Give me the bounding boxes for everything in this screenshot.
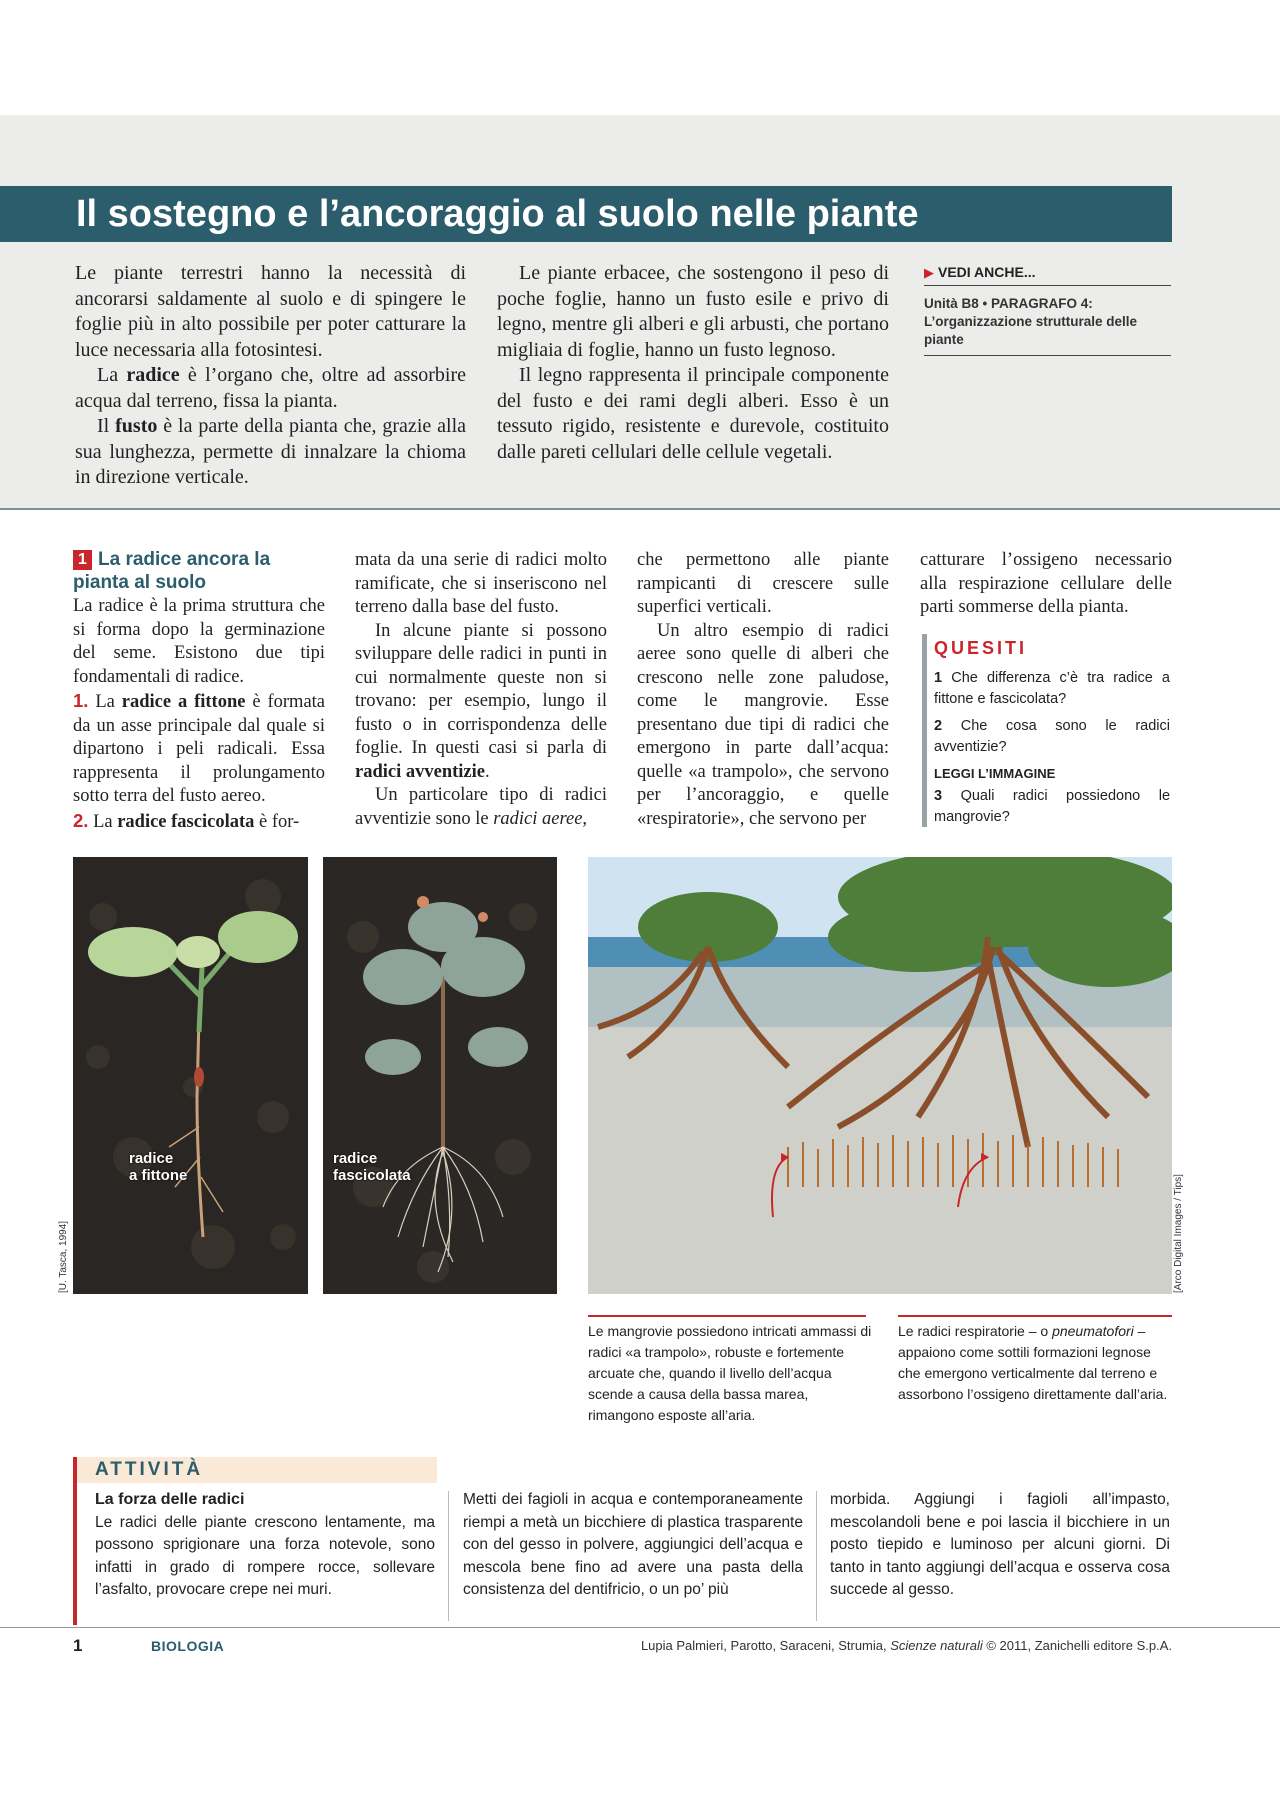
section-number-badge: 1: [73, 550, 92, 570]
body-paragraph: che permettono alle piante rampicanti di crescere sulle superfici verticali.: [637, 550, 889, 617]
question-text: Che differenza c’è tra radice a fittone e fascicolata?: [934, 670, 1170, 707]
body-paragraph: mata da una serie di radici molto ramificate, che si inseriscono nel terreno dalla base del fusto.: [355, 550, 607, 617]
text: .: [484, 761, 490, 782]
activity-column-2: Metti dei fagioli in acqua e contemporaneamente riempi a metà un bicchiere di plastica trasparente con del gesso in polvere, aggiungici dell’acqua e mescola bene fino ad avere una pasta della consistenza del dentifricio, o un po’ più: [463, 1491, 803, 1598]
see-also-topic: L’organizzazione strutturale delle piante: [924, 314, 1138, 347]
text: Il: [97, 415, 116, 437]
footer-section: BIOLOGIA: [151, 1638, 225, 1654]
body-column-1: [73, 595, 325, 834]
text: Le radici respiratorie – o: [898, 1323, 1053, 1339]
term-radice: radice: [126, 364, 180, 386]
intro-paragraph-fusto: [75, 414, 466, 491]
caption-pneumatofori: [898, 1321, 1172, 1405]
term-fusto: fusto: [115, 415, 158, 437]
label-line: fascicolata: [333, 1167, 411, 1184]
body-paragraph: catturare l’ossigeno necessario alla respirazione cellulare delle parti sommerse della pianta.: [920, 550, 1172, 617]
label-line: a fittone: [129, 1167, 188, 1184]
see-also-unit: Unità B8 • PARAGRAFO 4:: [924, 296, 1093, 311]
intro-paragraph: Il legno rappresenta il principale componente del fusto e dei rami degli alberi. Esso è un tessuto rigido, resistente e durevole, costituito dalle pareti cellulari delle cellule vegetali.: [497, 364, 889, 463]
question-number: 3: [934, 788, 943, 804]
triangle-right-icon: ▶: [924, 265, 934, 280]
label-radice-fascicolata: [333, 1150, 411, 1184]
text: La: [97, 364, 127, 386]
activity-subtitle: La forza delle radici: [95, 1491, 245, 1508]
footer-credit: [600, 1638, 1172, 1653]
body-paragraph: [355, 784, 607, 831]
term-radice-a-fittone: radice a fittone: [121, 692, 246, 712]
text: La: [95, 692, 122, 712]
caption-rule: [588, 1315, 866, 1317]
text: Lupia Palmieri, Parotto, Saraceni, Strumia,: [640, 1638, 891, 1653]
question-1: [934, 668, 1170, 709]
photo-credit: [U. Tasca, 1994]: [58, 1220, 69, 1293]
section-title: La radice ancora la pianta al suolo: [73, 549, 271, 593]
intro-paragraph-radice: [75, 363, 466, 414]
section-heading: [73, 548, 328, 594]
intro-column-2: [497, 261, 889, 465]
book-title: Scienze naturali: [890, 1638, 983, 1653]
body-paragraph: Un altro esempio di radici aeree sono quelle di alberi che crescono nelle zone paludose, come le mangrovie. Esse presentano due tipi di radici che emergono in parte dall’acqua: quelle «a trampolo», che servono per l’ancoraggio, e quelle «respiratorie», che servono per: [637, 620, 889, 829]
body-paragraph: La radice è la prima struttura che si forma dopo la germinazione del seme. Esistono due tipi fondamentali di radice.: [73, 596, 325, 687]
question-3: [934, 786, 1170, 827]
list-item-fittone: [73, 689, 325, 809]
activity-column-3: morbida. Aggiungi i fagioli all’impasto, mescolandoli bene e poi lascia il bicchiere in un posto tiepido e luminoso per alcuni giorni. Di tanto in tanto aggiungi dell’acqua e osserva cosa succede al gesso.: [830, 1491, 1170, 1598]
text: – appaiono come sottili formazioni legnose che emergono verticalmente dal terreno e assorbono l’ossigeno direttamente dall’aria.: [898, 1323, 1168, 1402]
list-number: 1.: [73, 690, 89, 711]
mangrove-illustration: [588, 857, 1172, 1294]
text: © 2011, Zanichelli editore S.p.A.: [982, 1638, 1172, 1653]
text: La: [93, 811, 118, 832]
column-divider: [448, 1491, 449, 1621]
term-radici-avventizie: radici avventizie: [355, 761, 485, 782]
activity-accent-bar: [73, 1457, 77, 1625]
page-title: Il sostegno e l’ancoraggio al suolo nelle piante: [76, 193, 919, 235]
caption-trampolo: Le mangrovie possiedono intricati ammassi di radici «a trampolo», robuste e fortemente arcuate che, quando il livello dell’acqua scende a causa della bassa marea, rimangono esposte all’aria.: [588, 1323, 872, 1423]
label-line: radice: [129, 1150, 174, 1167]
intro-paragraph: Le piante erbacee, che sostengono il peso di poche foglie, hanno un fusto esile e privo di legno, mentre gli alberi e gli arbusti, che portano migliaia di foglie, hanno un fusto legnoso.: [497, 262, 889, 361]
activity-title: ATTIVITÀ: [95, 1459, 204, 1480]
quesiti-title: QUESITI: [934, 638, 1028, 658]
body-column-2: [355, 549, 607, 831]
intro-paragraph: Le piante terrestri hanno la necessità di ancorarsi saldamente al suolo e di spingere le foglie più in alto possibile per poter catturare la luce necessaria alla fotosintesi.: [75, 262, 466, 361]
term-pneumatofori: pneumatofori: [1052, 1323, 1134, 1339]
term-radice-fascicolata: radice fascicolata: [117, 811, 255, 832]
text: è la parte della pianta che, grazie alla sua lunghezza, permette di innalzare la chioma in direzione verticale.: [75, 415, 467, 488]
label-line: radice: [333, 1150, 378, 1167]
activity-text: Le radici delle piante crescono lentamente, ma possono sprigionare una forza notevole, sono infatti in grado di rompere rocce, sollevare l’asfalto, provocare crepe nei muri.: [95, 1513, 435, 1598]
body-column-3: [637, 549, 889, 831]
caption-rule: [898, 1315, 1172, 1317]
text: è formata da un asse principale dal quale si dipartono i peli radicali. Essa rappresenta il prolungamento sotto terra del fusto aereo.: [73, 692, 326, 806]
taproot-illustration: [73, 857, 308, 1294]
question-text: Quali radici possiedono le mangrovie?: [934, 788, 1171, 825]
read-image-heading: LEGGI L’IMMAGINE: [934, 766, 1056, 781]
photo-credit: [Arco Digital Images / Tips]: [1173, 1174, 1184, 1293]
column-divider: [816, 1491, 817, 1621]
list-item-fascicolata: [73, 809, 325, 835]
footer-rule: [0, 1627, 1280, 1628]
text: In alcune piante si possono sviluppare delle radici in punti in cui normalmente queste non si trovano: per esempio, lungo il fusto o in corrispondenza delle foglie. In questi casi si parla di: [355, 620, 607, 758]
photo-mangroves: [588, 857, 1172, 1294]
photo-fibrous-root: [323, 857, 557, 1294]
activity-column-1: [95, 1489, 435, 1602]
text: è for-: [254, 811, 300, 832]
see-also-link[interactable]: [924, 295, 1171, 356]
question-text: Che cosa sono le radici avventizie?: [934, 718, 1170, 755]
text: ,: [582, 808, 588, 829]
see-also-label: VEDI ANCHE...: [938, 264, 1036, 280]
fibrous-root-illustration: [323, 857, 557, 1294]
label-radice-a-fittone: [129, 1150, 187, 1184]
text: è l’organo che, oltre ad assorbire acqua dal terreno, fissa la pianta.: [75, 364, 467, 412]
intro-column-1: [75, 261, 466, 491]
question-number: 2: [934, 718, 943, 734]
term-radici-aeree: radici aeree: [493, 808, 583, 829]
question-2: [934, 716, 1170, 757]
text: Un particolare tipo di radici avventizie sono le: [355, 785, 607, 829]
body-paragraph: [355, 620, 607, 785]
page-number: 1: [73, 1636, 83, 1655]
list-number: 2.: [73, 809, 89, 831]
see-also-heading: [924, 264, 1171, 286]
question-number: 1: [934, 670, 943, 686]
body-column-4: [920, 549, 1172, 620]
photo-taproot: [73, 857, 308, 1294]
